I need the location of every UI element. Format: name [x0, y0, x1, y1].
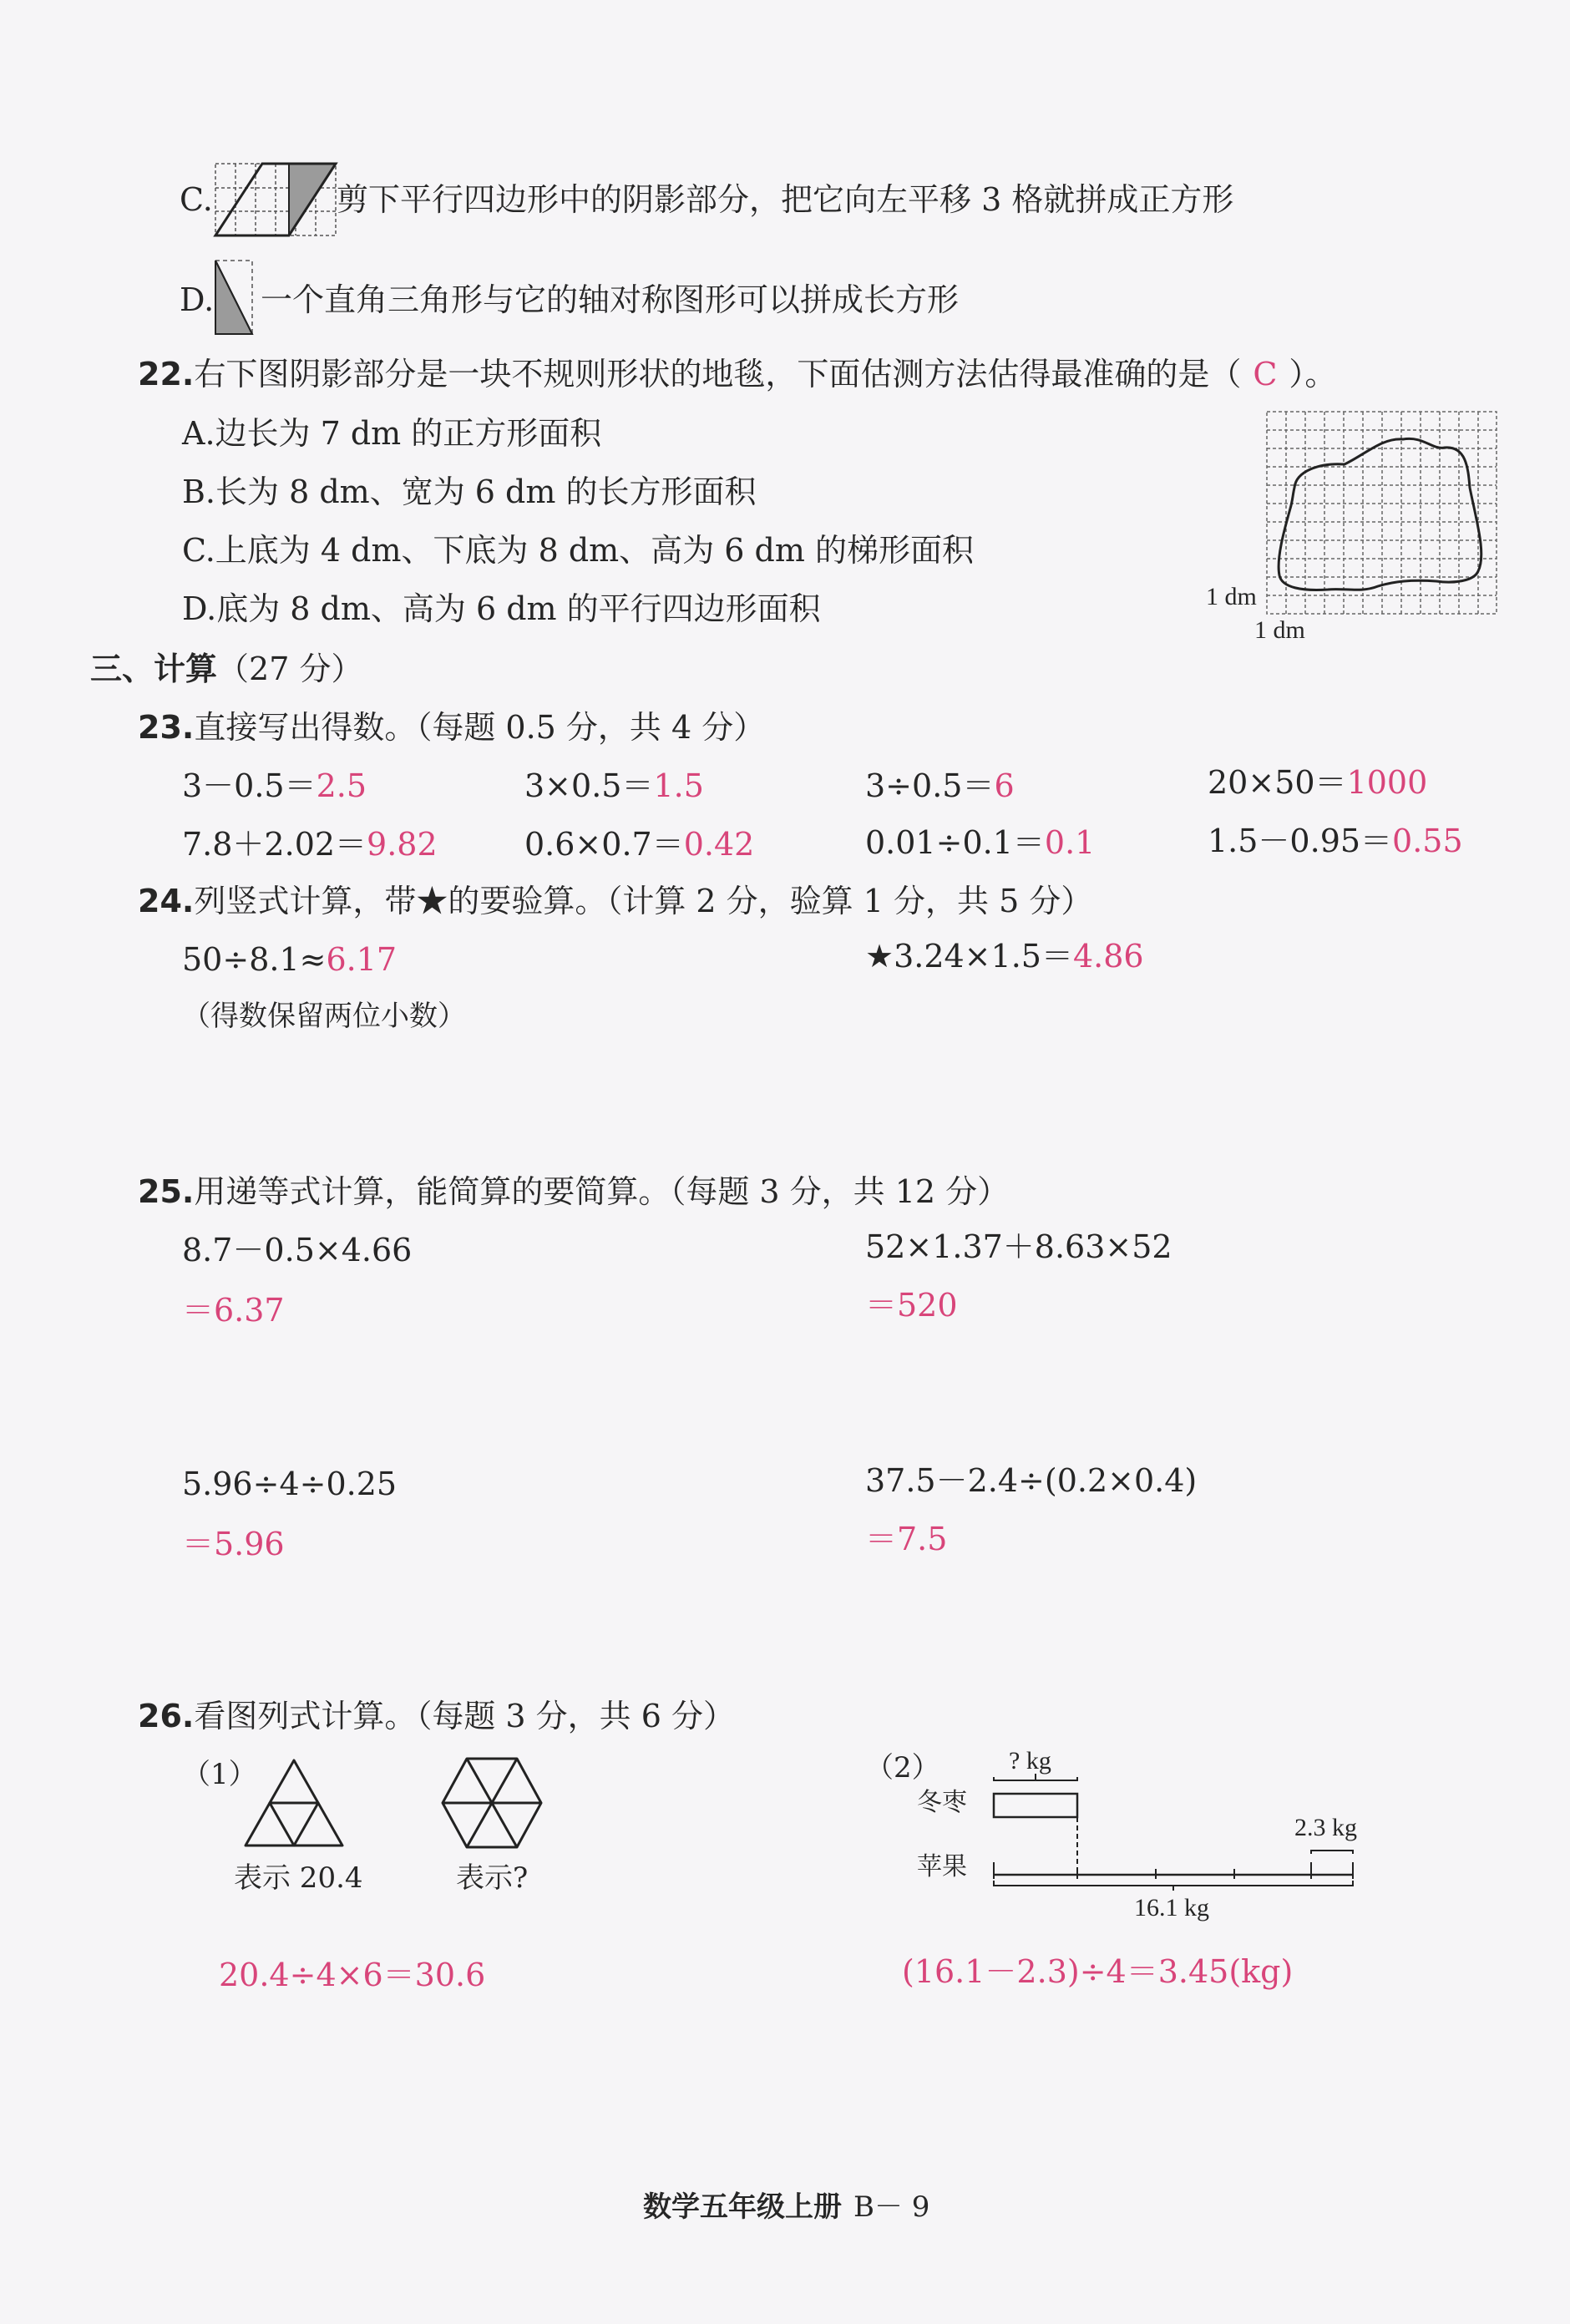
q25-item-expr: 8.7－0.5×4.66	[182, 1232, 413, 1268]
page-footer	[643, 2190, 930, 2224]
q23-item: 0.6×0.7＝0.42	[524, 826, 755, 863]
q26-part1-caption-2: 表示?	[456, 1861, 529, 1895]
q26-part1-label: （1）	[182, 1758, 257, 1791]
q22-number: 22.	[138, 356, 195, 392]
q23-item: 0.01÷0.1＝0.1	[865, 824, 1096, 861]
q23-item: 3÷0.5＝6	[865, 767, 1015, 804]
q24-item-2: ★3.24×1.5＝4.86	[865, 938, 1144, 975]
q25-item-answer: ＝5.96	[182, 1526, 285, 1562]
grid-scale-vertical: 1 dm	[1206, 583, 1257, 610]
q22-stem-end: ）。	[1289, 356, 1337, 392]
q25-number: 25.	[138, 1173, 195, 1210]
unknown-weight-label: ? kg	[1009, 1747, 1051, 1775]
q23-stem	[138, 709, 766, 746]
q23-stem-text: 直接写出得数。（每题 0.5 分，共 4 分）	[194, 709, 766, 746]
q26-part1-caption-1: 表示 20.4	[234, 1861, 363, 1895]
q25-item-expr: 5.96÷4÷0.25	[182, 1466, 398, 1502]
q25-item-expr: 37.5－2.4÷(0.2×0.4)	[865, 1462, 1198, 1499]
q22-option-d: D.底为 8 dm、高为 6 dm 的平行四边形面积	[182, 590, 821, 627]
q23-item: 20×50＝1000	[1208, 764, 1428, 801]
section3-title: 三、计算	[90, 651, 218, 687]
q22-answer: C	[1253, 356, 1278, 392]
q21-option-d-label: D.	[180, 281, 215, 318]
footer-book-title: 数学五年级上册	[643, 2190, 842, 2224]
q22-option-a: A.边长为 7 dm 的正方形面积	[182, 415, 602, 452]
q23-item: 3×0.5＝1.5	[524, 767, 704, 804]
q22-option-c: C.上底为 4 dm、下底为 8 dm、高为 6 dm 的梯形面积	[182, 532, 974, 569]
row-label-apple: 苹果	[917, 1853, 967, 1881]
parallelogram-figure	[215, 164, 339, 237]
q24-number: 24.	[138, 883, 195, 919]
q21-option-c-text: 剪下平行四边形中的阴影部分，把它向左平移 3 格就拼成正方形	[337, 181, 1234, 218]
q24-note: （得数保留两位小数）	[182, 1000, 466, 1033]
q25-stem-text: 用递等式计算，能简算的要简算。（每题 3 分，共 12 分）	[194, 1173, 1010, 1210]
extra-weight-label: 2.3 kg	[1294, 1814, 1357, 1841]
q23-item: 1.5－0.95＝0.55	[1208, 823, 1463, 859]
q21-option-d-text: 一个直角三角形与它的轴对称图形可以拼成长方形	[261, 281, 960, 318]
q25-item-answer: ＝7.5	[865, 1521, 948, 1557]
q22-stem	[138, 358, 1336, 390]
q22-option-b: B.长为 8 dm、宽为 6 dm 的长方形面积	[182, 473, 757, 510]
q26-stem	[138, 1700, 735, 1732]
q24-stem	[138, 885, 1092, 917]
row-label-jujube: 冬枣	[917, 1789, 967, 1816]
right-triangle-figure	[215, 261, 262, 337]
q24-stem-text: 列竖式计算，带★的要验算。（计算 2 分，验算 1 分，共 5 分）	[194, 883, 1093, 919]
fruit-bar-diagram	[910, 1745, 1378, 1937]
q25-stem	[138, 1173, 1010, 1210]
q26-stem-text: 看图列式计算。（每题 3 分，共 6 分）	[194, 1698, 735, 1734]
triangle-figure	[244, 1759, 344, 1847]
q22-stem-text: 右下图阴影部分是一块不规则形状的地毯，下面估测方法估得最准确的是（	[194, 356, 1242, 392]
q26-part2-answer: (16.1－2.3)÷4＝3.45(kg)	[902, 1953, 1294, 1990]
q21-option-c-label: C.	[180, 181, 213, 218]
section3-score: （27 分）	[217, 651, 363, 687]
q23-number: 23.	[138, 709, 195, 746]
q26-part2-label: （2）	[865, 1751, 940, 1785]
q26-number: 26.	[138, 1698, 195, 1734]
section3-heading	[90, 653, 362, 685]
q26-part1-answer: 20.4÷4×6＝30.6	[219, 1957, 486, 1993]
q23-item: 7.8＋2.02＝9.82	[182, 826, 438, 863]
q25-item-answer: ＝520	[865, 1287, 958, 1324]
q25-item-expr: 52×1.37＋8.63×52	[865, 1228, 1172, 1265]
grid-scale-horizontal: 1 dm	[1254, 616, 1305, 644]
total-weight-label: 16.1 kg	[1134, 1894, 1209, 1921]
carpet-grid-figure	[1203, 404, 1503, 646]
q25-item-answer: ＝6.37	[182, 1292, 285, 1329]
q24-item-1: 50÷8.1≈6.17	[182, 941, 398, 978]
hexagon-figure	[441, 1757, 543, 1849]
q23-item: 3－0.5＝2.5	[182, 767, 367, 804]
page-number: B－ 9	[853, 2190, 930, 2224]
